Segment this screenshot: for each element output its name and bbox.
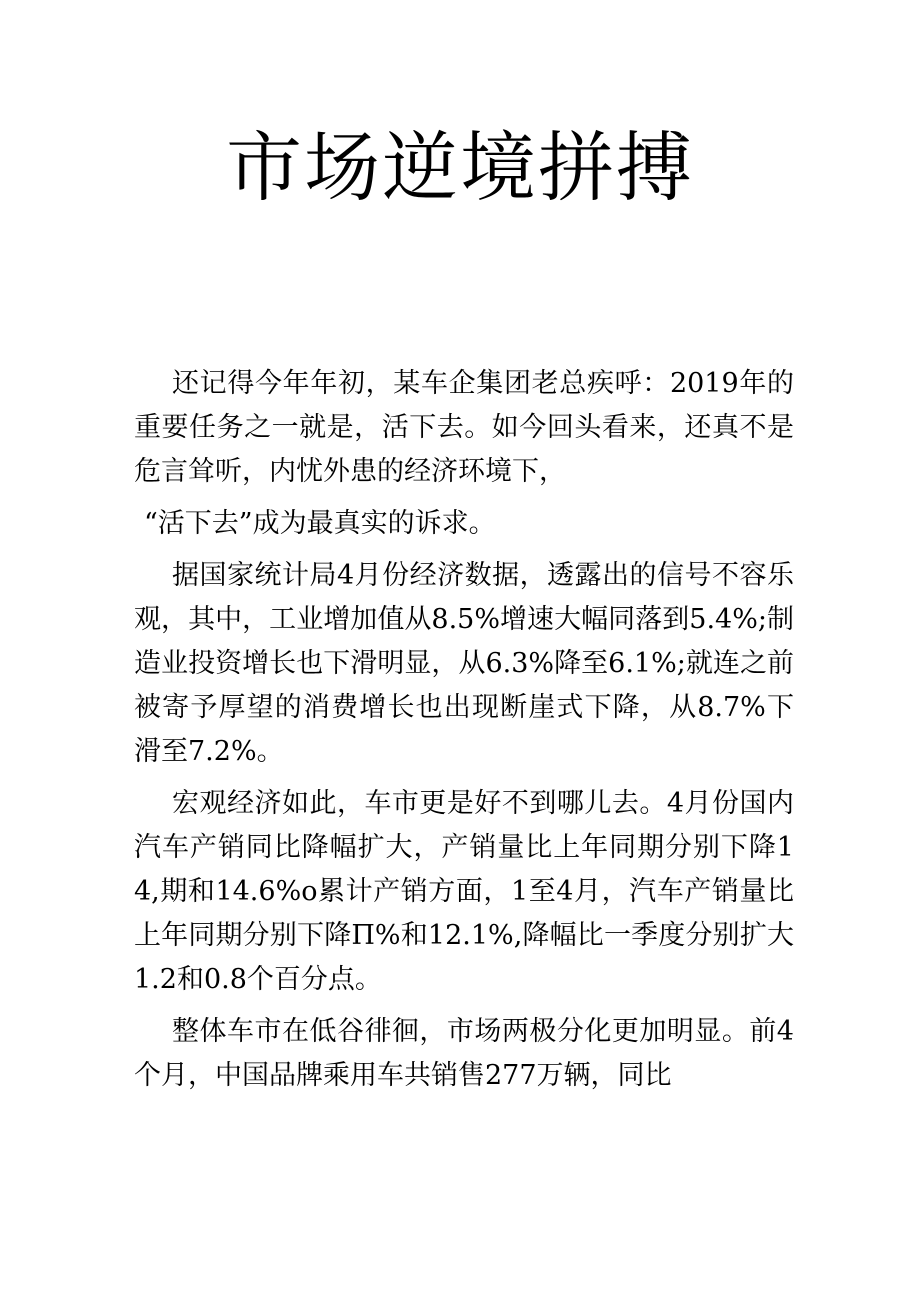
paragraph-quote: “活下去”成为最真实的诉求。 bbox=[144, 508, 496, 539]
document-title: 市场逆境拼搏 bbox=[226, 123, 694, 212]
paragraph-auto-market: 宏观经济如此，车市更是好不到哪儿去。4月份国内汽车产销同比降幅扩大，产销量比上年同期分别下降14,期和14.6%o累计产销方面，1至4月，汽车产销量比上年同期分别下降Π%和12.1%,降幅比一季度分别扩大1.2和0.8个百分点。 bbox=[134, 788, 794, 995]
document-body bbox=[134, 362, 794, 1106]
paragraph-intro: 还记得今年年初，某车企集团老总疾呼：2019年的重要任务之一就是，活下去。如今回头看来，还真不是危言耸听，内忧外患的经济环境下， bbox=[134, 368, 794, 487]
paragraph-polarization: 整体车市在低谷徘徊，市场两极分化更加明显。前4个月，中国品牌乘用车共销售277万辆，同比 bbox=[134, 1016, 794, 1091]
paragraph-statistics: 据国家统计局4月份经济数据，透露出的信号不容乐观，其中，工业增加值从8.5%增速大幅同落到5.4%;制造业投资增长也下滑明显，从6.3%降至6.1%;就连之前被寄予厚望的消费增长也出现断崖式下降，从8.7%下滑至7.2%。 bbox=[134, 560, 794, 767]
